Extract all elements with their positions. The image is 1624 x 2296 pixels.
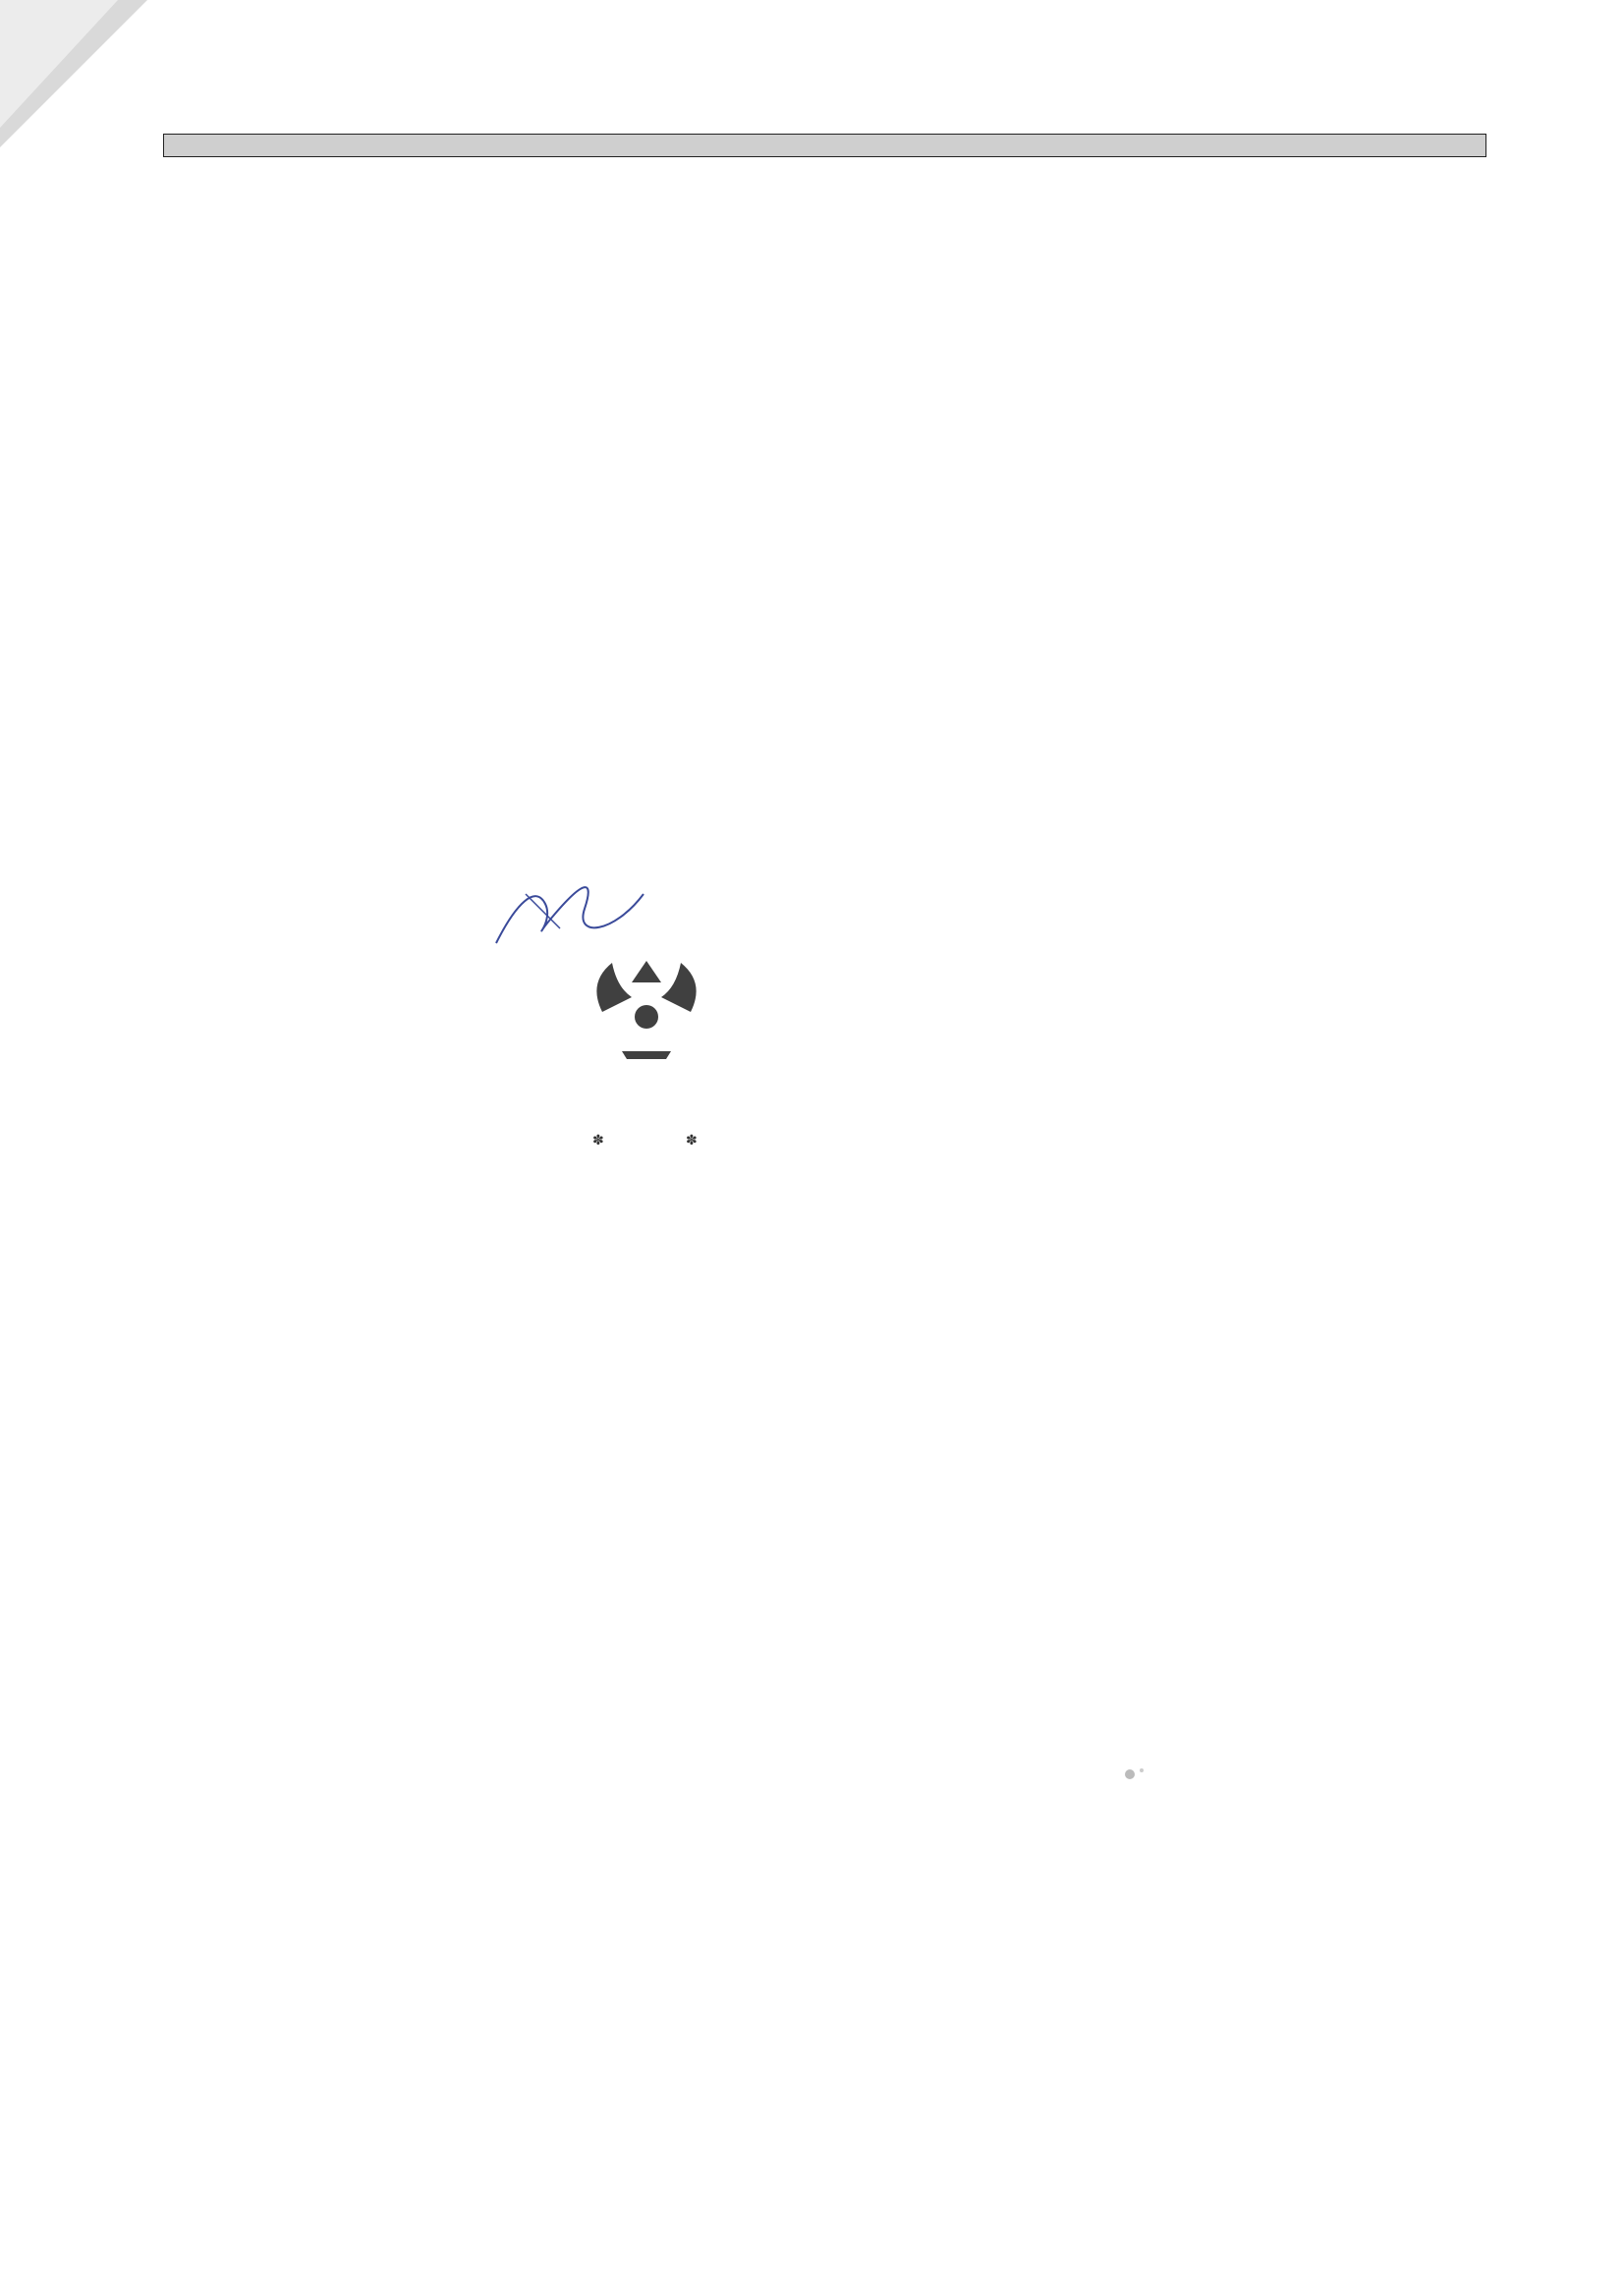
handwritten-signature [486,874,653,953]
section-row [164,135,1486,157]
page-corner-fold-inner [0,0,118,128]
section-title [164,135,1486,157]
report-table [163,134,1486,157]
svg-text:✽: ✽ [686,1133,698,1148]
table-section-header [164,135,1486,157]
stamp-star-icons [592,1133,698,1148]
scan-speck [1120,1764,1149,1782]
svg-text:✽: ✽ [592,1133,604,1148]
emblem-icon [596,961,696,1059]
